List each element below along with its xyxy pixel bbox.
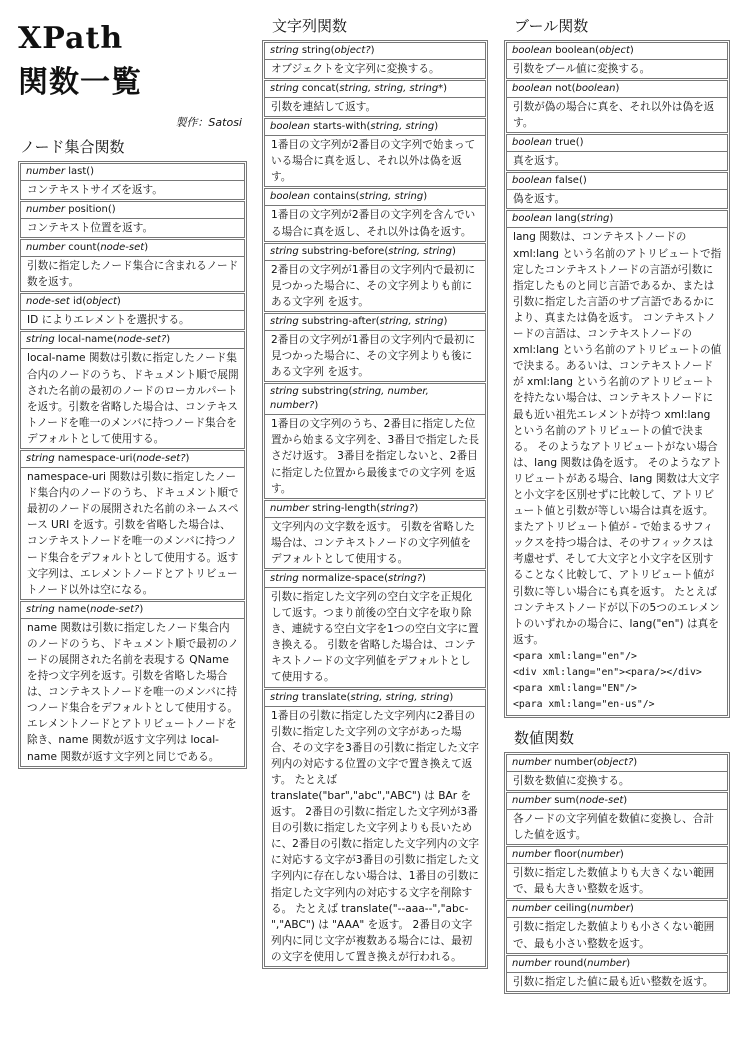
function-description: コンテキスト位置を返す。 (27, 222, 154, 235)
close-paren: ) (422, 572, 426, 584)
return-type: boolean (270, 191, 310, 203)
function-params: object? (334, 45, 371, 56)
function-description: 引数を連結して返す。 (271, 101, 377, 114)
open-paren: ( (346, 691, 351, 703)
function-name: namespace-uri (57, 453, 133, 465)
close-paren: ) (579, 137, 584, 149)
return-type: boolean (270, 121, 310, 133)
return-type: boolean (512, 83, 552, 95)
function-entry (264, 313, 486, 382)
open-paren: ( (132, 453, 137, 465)
open-paren: ( (576, 213, 581, 225)
function-params: string? (380, 502, 415, 514)
function-name: local-name (57, 334, 114, 346)
close-paren: ) (623, 795, 628, 807)
close-paren: ) (111, 204, 116, 216)
function-entry (20, 239, 245, 292)
function-description: 引数を数値に変換する。 (513, 775, 630, 787)
function-name: count (68, 242, 97, 254)
close-paren: ) (452, 245, 456, 257)
function-description: 引数に指定した数値よりも大きくない範囲で、最も大きい整数を返す。 (513, 867, 715, 896)
return-type: boolean (512, 175, 552, 187)
open-paren: ( (575, 137, 580, 149)
function-params: string (580, 213, 610, 225)
function-description: コンテキストサイズを返す。 (27, 184, 163, 196)
function-signature (265, 501, 485, 518)
function-description: 文字列内の文字数を返す。 引数を省略した場合は、コンテキストノードの文字列値をデフォルトとして使用する。 (271, 520, 475, 565)
close-paren: ) (609, 213, 614, 225)
return-type: node-set (26, 296, 70, 308)
function-params: string, string, string* (339, 83, 444, 95)
function-list (262, 40, 488, 969)
function-entry (506, 172, 728, 209)
open-paren: ( (384, 572, 388, 584)
return-type: number (512, 757, 552, 768)
open-paren: ( (366, 121, 371, 133)
open-paren: ( (575, 795, 580, 807)
function-name: floor (554, 849, 577, 861)
function-entry (506, 955, 728, 992)
function-description: lang 関数は、コンテキストノードの xml:lang という名前のアトリビュートで指定したコンテキストノードの言語が引数に指定したものと同じ言語であるか、または引数に指定した言語のサブ言語であるかにより、真または偽を返す。 コンテキストノードの言語は、コンテキストノードの xml:lang という名前のアトリビュートの値で決まる。あるいは、コンテキストノードが xml:lang という名前のアトリビュートを持たない場合は、コンテキストノードに最も近い祖先エレメントが持つ xml:lang という名前のアトリビュートの値で決まる。 そのようなアトリビュートがない場合は、lang 関数は偽を返す。 そのようなアトリビュートがある場合、lang 関数は大文字と小文字を区別せずに比較して、アトリビュート値と引数が等しい場合は真を返す。またアトリビュート値が - で始まるサフィックスを持つ場合は、そのサフィックスは考慮せず、そして大文字と小文字を区別することなく比較して、アトリビュート値が引数に等しい場合にも真を返す。 たとえばコンテキストノードが以下の5つのエレメントのいずれかの場合に、lang("en") は真を返す。 (513, 231, 722, 646)
function-description: ID によりエレメントを選択する。 (27, 314, 190, 327)
function-params: object (599, 45, 630, 56)
function-signature (265, 81, 485, 98)
open-paren: ( (376, 502, 381, 514)
return-type: number (512, 903, 552, 915)
function-signature (21, 451, 244, 468)
function-name: not (555, 83, 572, 95)
boolean-functions-section (504, 16, 730, 718)
function-signature (265, 119, 485, 136)
nodeset-functions-section (18, 137, 247, 769)
function-name: number (554, 757, 594, 768)
function-entry (506, 846, 728, 899)
function-description: 引数に指定した値に最も近い整数を返す。 (513, 975, 714, 988)
function-description: オブジェクトを文字列に変換する。 (271, 63, 440, 75)
open-paren: ( (578, 175, 583, 187)
close-paren: ) (139, 603, 144, 615)
function-signature (507, 81, 727, 98)
function-signature (507, 173, 727, 190)
function-description: 1番目の文字列が2番目の文字列を含んでいる場合に真を返し、それ以外は偽を返す。 (271, 209, 476, 238)
function-description: 1番目の文字列が2番目の文字列で始まっている場合に真を返し、それ以外は偽を返す。 (271, 139, 476, 184)
function-name: substring-before (301, 245, 385, 257)
function-entry (20, 450, 245, 600)
function-entry (20, 293, 245, 330)
function-name: false (555, 175, 579, 187)
function-entry (506, 42, 728, 79)
function-description: 引数に指定したノード集合に含まれるノード数を返す。 (27, 260, 239, 289)
function-signature (507, 135, 727, 152)
function-signature (507, 901, 727, 918)
return-type: string (26, 453, 55, 465)
function-description: 真を返す。 (513, 155, 566, 168)
section-title: 数値関数 (514, 729, 575, 747)
function-signature (21, 602, 244, 619)
function-signature (507, 211, 727, 228)
function-signature (265, 314, 485, 331)
open-paren: ( (571, 83, 576, 95)
return-type: string (270, 45, 299, 56)
open-paren: ( (348, 386, 353, 398)
return-type: number (512, 849, 552, 861)
function-entry (20, 163, 245, 200)
function-description: namespace-uri 関数は引数に指定したノード集合内のノードのうち、ドキュメント順で最初のノードの展開された名前のネームスペース URI を返す。引数を省略した場合は、コンテキストノードを唯一のメンバに持つノード集合をデフォルトとして使用する。返す文字列は、エレメントノードとアトリビュートノード以外は空になる。 (27, 471, 239, 596)
function-name: starts-with (313, 121, 367, 133)
function-entry (506, 900, 728, 953)
close-paren: ) (185, 453, 190, 465)
function-description: 引数が偽の場合に真を、それ以外は偽を返す。 (513, 101, 715, 130)
function-signature (265, 571, 485, 588)
function-name: true (555, 137, 576, 149)
open-paren: ( (107, 204, 112, 216)
function-name: concat (301, 83, 336, 95)
open-paren: ( (576, 849, 581, 861)
close-paren: ) (582, 175, 587, 187)
function-params: node-set (579, 795, 624, 807)
function-entry (264, 118, 486, 187)
function-list (504, 752, 730, 994)
function-name: name (57, 603, 87, 615)
close-paren: ) (619, 849, 624, 861)
function-entry (264, 80, 486, 117)
function-params: string, string (370, 121, 435, 133)
section-title: ノード集合関数 (20, 138, 125, 156)
function-name: boolean (555, 45, 596, 56)
close-paren: ) (633, 757, 638, 768)
close-paren: ) (370, 45, 375, 56)
open-paren: ( (96, 242, 101, 254)
function-description: 2番目の文字列が1番目の文字列内で最初に見つかった場合に、その文字列よりも後にある文字列 を返す。 (271, 333, 476, 379)
function-name: string-length (312, 502, 377, 514)
function-description: 引数に指定した数値よりも小さくない範囲で、最も小さい整数を返す。 (513, 921, 715, 950)
return-type: string (270, 691, 299, 703)
close-paren: ) (90, 166, 95, 177)
function-params: string, string, string (350, 691, 450, 703)
function-name: substring-after (301, 315, 376, 327)
function-params: node-set? (136, 453, 186, 465)
close-paren: ) (144, 242, 149, 254)
function-entry (506, 134, 728, 171)
function-signature (21, 294, 244, 311)
function-params: number (580, 849, 620, 861)
function-params: boolean (575, 83, 616, 95)
page-subtitle: 関数一覧 (18, 65, 142, 100)
return-type: string (26, 603, 55, 615)
function-params: string? (387, 572, 422, 584)
function-params: object (86, 296, 117, 308)
open-paren: ( (330, 45, 335, 56)
function-params: string, string (359, 191, 424, 203)
function-entry (264, 42, 486, 79)
function-signature (21, 164, 244, 181)
open-paren: ( (593, 757, 598, 768)
function-signature (265, 189, 485, 206)
example-list (507, 649, 727, 715)
return-type: string (270, 572, 299, 584)
close-paren: ) (434, 121, 439, 133)
close-paren: ) (116, 296, 121, 308)
number-functions-section (504, 728, 730, 994)
return-type: string (270, 245, 299, 257)
function-params: node-set (100, 242, 145, 254)
close-paren: ) (449, 691, 454, 703)
function-signature (507, 43, 727, 60)
function-entry (506, 210, 728, 715)
return-type: number (512, 957, 552, 969)
return-type: number (270, 502, 310, 514)
page-title: XPath (18, 21, 124, 56)
example-line: <para xml:lang="en-us"/> (513, 698, 655, 710)
open-paren: ( (113, 334, 118, 346)
close-paren: ) (626, 957, 631, 969)
return-type: boolean (512, 137, 552, 149)
function-description: 2番目の文字列が1番目の文字列内で最初に見つかった場合に、その文字列よりも前にある文字列 を返す。 (271, 263, 476, 308)
return-type: string (270, 83, 299, 95)
function-signature (21, 332, 244, 349)
function-entry (20, 331, 245, 449)
return-type: boolean (512, 213, 552, 225)
function-name: string (301, 45, 331, 56)
open-paren: ( (375, 315, 380, 327)
function-list (504, 40, 730, 718)
function-entry (506, 754, 728, 791)
open-paren: ( (86, 166, 91, 177)
function-name: substring (301, 386, 349, 398)
function-params: node-set? (117, 334, 167, 346)
close-paren: ) (423, 191, 428, 203)
function-params: node-set? (90, 603, 140, 615)
function-entry (264, 243, 486, 312)
return-type: number (26, 242, 66, 254)
function-signature (507, 847, 727, 864)
open-paren: ( (355, 191, 360, 203)
close-paren: ) (314, 400, 319, 412)
function-name: translate (301, 691, 347, 703)
close-paren: ) (443, 83, 448, 95)
example-line: <para xml:lang="en"/> (513, 650, 637, 662)
function-entry (506, 80, 728, 133)
close-paren: ) (629, 45, 634, 56)
function-params: object? (597, 757, 634, 768)
close-paren: ) (615, 83, 620, 95)
open-paren: ( (86, 603, 91, 615)
open-paren: ( (335, 83, 340, 95)
function-description: local-name 関数は引数に指定したノード集合内のノードのうち、ドキュメント順で展開された名前の最初のノードのローカルパートを返す。引数を省略した場合は、コンテキストノードを唯一のメンバに持つノード集合をデフォルトとして使用する。 (27, 352, 239, 445)
function-params: string, string (388, 245, 452, 257)
function-entry (264, 570, 486, 688)
function-signature (265, 43, 485, 60)
author-credit: 製作：Satosi (175, 116, 242, 129)
function-name: contains (313, 191, 356, 203)
open-paren: ( (583, 957, 588, 969)
function-params: number (590, 903, 630, 915)
return-type: number (512, 795, 552, 807)
function-entry (506, 792, 728, 845)
function-name: normalize-space (301, 572, 385, 584)
function-signature (507, 956, 727, 973)
function-description: 偽を返す。 (513, 193, 566, 206)
function-params: number (587, 957, 627, 969)
function-description: 引数に指定した文字列の空白文字を正規化して返す。つまり前後の空白文字を取り除き、連続する空白文字を1つの空白文字に置き換える。 引数を省略した場合は、コンテキストノードの文字列値をデフォルトとして使用する。 (271, 590, 479, 684)
function-signature (265, 244, 485, 261)
open-paren: ( (82, 296, 87, 308)
function-entry (20, 201, 245, 238)
function-description: name 関数は引数に指定したノード集合内のノードのうち、ドキュメント順で最初のノードの展開された名前を表現する QName を持つ文字列を返す。引数を省略した場合は、コンテキストノードを唯一のメンバに持つノード集合をデフォルトとして使用する。エレメントノードとアトリビュートノードを除き、name 関数が返す文字列は local-name 関数が返す文字列と同じである。 (27, 621, 239, 763)
function-description: 各ノードの文字列値を数値に変換し、合計した値を返す。 (513, 813, 714, 842)
function-signature (507, 793, 727, 810)
return-type: string (270, 315, 299, 327)
example-line: <para xml:lang="EN"/> (513, 682, 637, 694)
function-name: round (554, 957, 584, 969)
function-description: 1番目の文字列のうち、2番目に指定した位置から始まる文字列を、3番目で指定した長さだけ返す。 3番目を指定しないと、2番目に指定した位置から最後までの文字列 を返す。 (271, 418, 480, 495)
function-signature (265, 690, 485, 707)
function-name: id (73, 296, 83, 308)
close-paren: ) (629, 903, 634, 915)
open-paren: ( (595, 45, 600, 56)
open-paren: ( (384, 245, 389, 257)
return-type: string (270, 386, 299, 398)
string-functions-section (262, 16, 488, 969)
function-entry (264, 383, 486, 498)
open-paren: ( (586, 903, 591, 915)
function-name: ceiling (554, 903, 587, 915)
function-entry (264, 500, 486, 569)
function-description: 引数をブール値に変換する。 (513, 63, 651, 75)
function-name: last (68, 166, 87, 177)
function-params: string, number, number? (270, 386, 429, 412)
example-line: <div xml:lang="en"><para/></div> (513, 666, 702, 678)
function-list (18, 161, 247, 769)
close-paren: ) (166, 334, 171, 346)
function-entry (264, 188, 486, 241)
function-entry (20, 601, 245, 767)
function-name: position (68, 204, 108, 216)
function-signature (265, 384, 485, 415)
function-params: string, string (379, 315, 444, 327)
function-description: 1番目の引数に指定した文字列内に2番目の引数に指定した文字列の文字があった場合、その文字を3番目の引数に指定した文字列内の対応する位置の文字で置き換えて返す。 たとえば translate("bar","abc","ABC") は BAr を返す。 2番目の引数に指定した文字列が3番目の引数に指定した文字列よりも長いために、2番目の引数に指定した文字列内の文字に対応する文字が3番目の引数に指定した文字列内に存在しない場合は、1番目の引数に指定した文字列内の対応する文字を削除する。 たとえば translate("--aaa--","abc-","ABC") は "AAA" を返す。 2番目の文字列内に同じ文字が複数ある場合には、最初の文字を使用して置き換えが行われる。 (271, 709, 480, 963)
return-type: number (26, 166, 66, 177)
close-paren: ) (443, 315, 448, 327)
section-title: ブール関数 (514, 17, 589, 35)
return-type: number (26, 204, 66, 216)
close-paren: ) (414, 502, 419, 514)
function-entry (264, 689, 486, 968)
function-signature (21, 240, 244, 257)
function-name: sum (554, 795, 576, 807)
function-name: lang (555, 213, 577, 225)
return-type: string (26, 334, 55, 346)
section-title: 文字列関数 (272, 17, 348, 35)
function-signature (21, 202, 244, 219)
function-signature (507, 755, 727, 772)
return-type: boolean (512, 45, 552, 56)
